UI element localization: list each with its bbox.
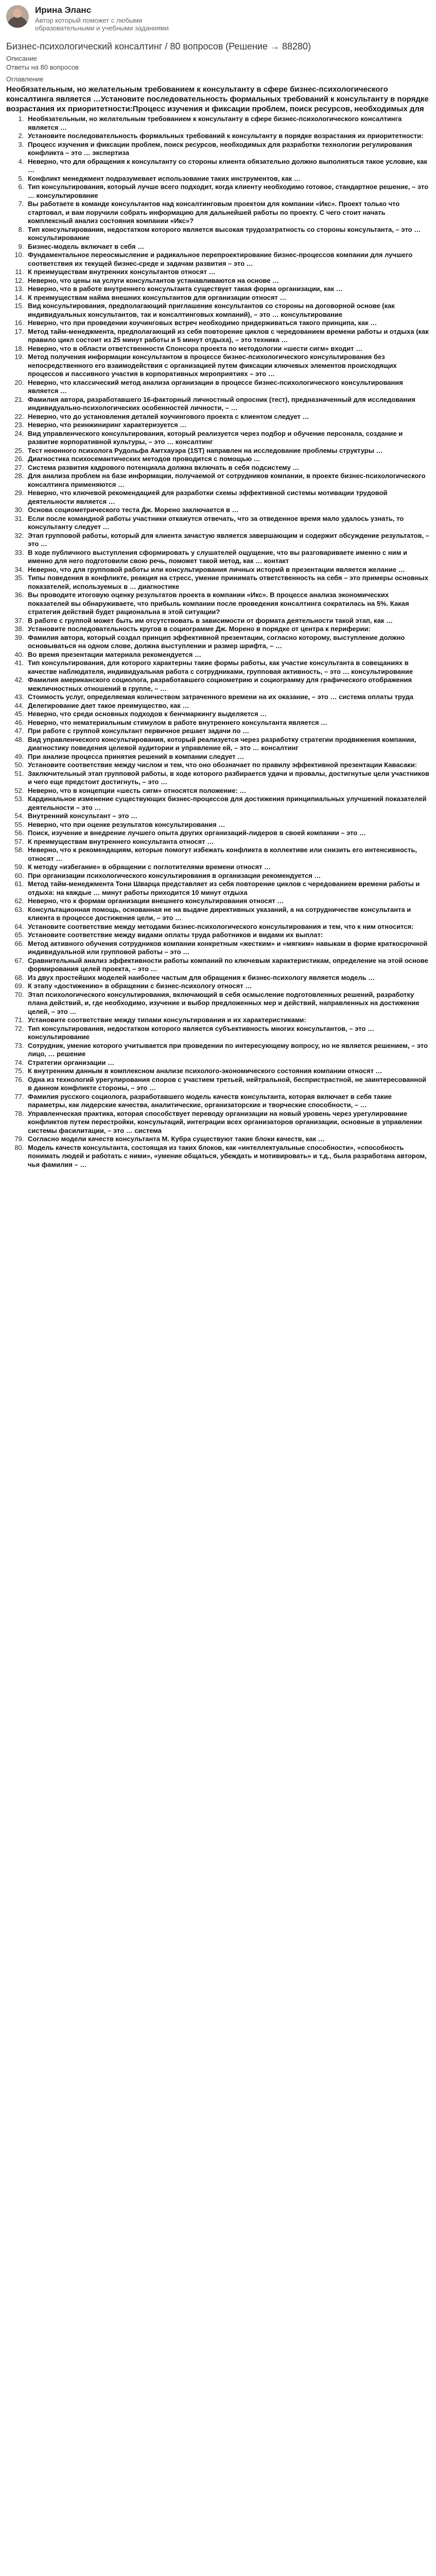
toc-item: 51. Заключительный этап групповой работы, в ходе которого разбирается удачи и провалы, достигнутые цели участников и чего еще предстоит достигнуть, – это … (26, 770, 431, 787)
toc-item: 35. Типы поведения в конфликте, реакция на стресс, умение принимать ответственность на себя – это примеры основных показателей, используемых в … диагностике (26, 574, 431, 591)
toc-item: 67. Сравнительный анализ эффективности работы компаний по ключевым характеристикам, определение на этой основе формирования целей проекта, – это … (26, 957, 431, 974)
toc-item: 14. К преимуществам найма внешних консультантов для организации относят … (26, 294, 431, 302)
toc-item: 53. Кардинальное изменение существующих бизнес-процессов для достижения принципиальных улучшений показателей деятельности – это … (26, 795, 431, 812)
toc-item: 79. Согласно модели качеств консультанта М. Кубра существуют такие блоки качеств, как … (26, 1135, 431, 1144)
toc-item: 43. Стоимость услуг, определяемая количеством затраченного времени на их оказание, – это … система оплаты труда (26, 693, 431, 702)
toc-item: 70. Этап психологического консультирования, включающий в себя осмысление подготовленных решений, разработку плана действий, и, где необходимо, изучение и выбор предложенных мер и действий, направленных на достижение целей, – это … (26, 991, 431, 1016)
toc-item: 7. Вы работаете в команде консультантов над консалтинговым проектом для компании «Икс». Проект только что стартовал, и вам поручили собрать информацию для дальнейшей работы по проекту. С чего стоит начать комплексный анализ состояния компании «Икс»? (26, 200, 431, 226)
toc-item: 30. Основа социометрического теста Дж. Морено заключается в … (26, 506, 431, 515)
author-description: Автор который поможет с любыми образовательными и учебными заданиями (35, 16, 169, 32)
toc-item: 41. Тип консультирования, для которого характерны такие формы работы, как участие консультанта в совещаниях в качестве наблюдателя, индивидуальная работа с сотрудниками, групповая активность, – это … консультирование (26, 659, 431, 676)
toc-item: 75. К внутренним данным в комплексном анализе психолого-экономического состояния компании относят … (26, 1067, 431, 1076)
toc-item: 12. Неверно, что цены на услуги консультантов устанавливаются на основе … (26, 277, 431, 285)
toc-item: 21. Фамилия автора, разработавшего 16-факторный личностный опросник (тест), предназначенный для исследования индивидуально-психологических особенностей личности, – … (26, 396, 431, 413)
toc-item: 5. Конфликт менеджмент подразумевает использование таких инструментов, как … (26, 175, 431, 183)
toc-item: 61. Метод тайм-менеджмента Тони Шварца представляет из себя повторение циклов с чередованием времени работы и отдыха: на каждые … минут работы приходится 10 минут отдыха (26, 880, 431, 897)
toc-item: 49. При анализе процесса принятия решений в компании следует … (26, 753, 431, 761)
toc-item: 59. К методу «избегание» в обращении с поглотителями времени относят … (26, 863, 431, 872)
toc-item: 44. Делегирование дает такое преимущество, как … (26, 702, 431, 710)
toc-item: 46. Неверно, что нематериальным стимулом в работе внутреннего консультанта является … (26, 719, 431, 727)
toc-item: 13. Неверно, что в работе внутреннего консультанта существует такая форма организации, как … (26, 285, 431, 294)
toc-item: 54. Внутренний консультант – это … (26, 812, 431, 821)
author-avatar[interactable] (6, 5, 29, 28)
toc-item: 36. Вы проводите итоговую оценку результатов проекта в компании «Икс». В процессе анализа экономических показателей вы обнаруживаете, что прибыль компании после проведения консалтинга сократилась на 5%. Какая стратегия действий будет рациональна в этой ситуации? (26, 591, 431, 617)
toc-item: 77. Фамилия русского социолога, разработавшего модель качеств консультанта, которая включает в себя такие параметры, как лидерские качества, аналитические, организаторские и творческие способности, – … (26, 1093, 431, 1110)
toc-item: 1. Необязательным, но желательным требованием к консультанту в сфере бизнес-психологического консалтинга является … (26, 115, 431, 132)
toc-item: 28. Для анализа проблем на базе информации, получаемой от сотрудников компании, в проекте бизнес-психологического консалтинга применяются … (26, 472, 431, 489)
author-name[interactable]: Ирина Эланс (35, 5, 92, 15)
toc-item: 63. Консультационная помощь, основанная не на выдаче директивных указаний, а на сотрудничестве консультанта и клиента в процессе достижения цели, – это … (26, 906, 431, 923)
toc-item: 80. Модель качеств консультанта, состоящая из таких блоков, как «интеллектуальные способности», «способность понимать людей и работать с ними», «умение общаться, убеждать и мотивировать» и т.д., была разработана автором, чья фамилия – … (26, 1144, 431, 1170)
toc-item: 74. Стратегии организации … (26, 1059, 431, 1067)
toc-item: 22. Неверно, что до установления деталей коучингового проекта с клиентом следует … (26, 413, 431, 421)
toc-item: 42. Фамилия американского социолога, разработавшего социометрию и социограмму для графического отображения межличностных отношений в группе, – … (26, 676, 431, 693)
toc-item: 10. Фундаментальное переосмысление и радикальное перепроектирование бизнес-процессов компании для лучшего соответствия их текущей бизнес-среде и задачам развития – это … (26, 251, 431, 268)
toc-item: 16. Неверно, что при проведении коучинговых встреч необходимо придерживаться такого принципа, как … (26, 319, 431, 328)
author-header (6, 0, 431, 35)
toc-item: 56. Поиск, изучение и внедрение лучшего опыта других организаций-лидеров в своей компании – это … (26, 829, 431, 838)
page (0, 0, 436, 1175)
toc-item: 34. Неверно, что для групповой работы или консультирования личных историй в презентации является желание … (26, 566, 431, 574)
toc-item: 11. К преимуществам внутренних консультантов относят … (26, 268, 431, 277)
toc-item: 45. Неверно, что среди основных подходов к бенчмаркингу выделяется … (26, 710, 431, 719)
toc-item: 65. Установите соответствие между видами оплаты труда работников и видами их выплат: (26, 931, 431, 940)
toc-item: 18. Неверно, что в области ответственности Спонсора проекта по методологии «шести сигм» входит … (26, 345, 431, 353)
toc-item: 32. Этап групповой работы, который для клиента зачастую является завершающим и содержит обсуждение результатов, – это … (26, 532, 431, 549)
toc-item: 40. Во время презентации материала рекомендуется … (26, 651, 431, 659)
toc-item: 33. В ходе публичного выступления сформировать у слушателей ощущение, что вы разговариваете именно с ним и именно для него подготовили свою речь, поможет такой метод, как … контакт (26, 549, 431, 566)
toc-list (6, 115, 431, 1169)
toc-item: 47. При работе с группой консультант первичное решает задачи по … (26, 727, 431, 736)
toc-item: 6. Тип консультирования, который лучше всего подходит, когда клиенту необходимо готовое, стандартное решение, – это … консультирование (26, 183, 431, 200)
toc-item: 31. Если после командной работы участники откажутся отвечать, что за отведенное время мало удалось узнать, то консультанту следует … (26, 515, 431, 532)
toc-item: 38. Установите последовательность кругов в социограмме Дж. Морено в порядке от центра к периферии: (26, 625, 431, 634)
toc-item: 20. Неверно, что классический метод анализа организации в процессе бизнес-психологического консультирования является … (26, 379, 431, 396)
toc-item: 29. Неверно, что ключевой рекомендацией для разработки схемы эффективной системы мотивации трудовой деятельности является … (26, 489, 431, 506)
toc-item: 52. Неверно, что в концепции «шесть сигм» относятся положение: … (26, 787, 431, 795)
toc-item: 19. Метод получения информации консультантом в процессе бизнес-психологического консультирования без непосредственного его взаимодействия с организацией путем фиксации ключевых элементов происходящих процессов и пассивного участия в корпоративных мероприятиях – это … (26, 353, 431, 379)
toc-item: 58. Неверно, что к рекомендациям, которые помогут избежать конфликта в коллективе или снизить его интенсивность, относят … (26, 846, 431, 863)
toc-item: 27. Система развития кадрового потенциала должна включать в себя подсистему … (26, 464, 431, 472)
toc-item: 3. Процесс изучения и фиксации проблем, поиск ресурсов, необходимых для разработки технологии регулирования конфликта – это … экспертиза (26, 141, 431, 158)
toc-item: 66. Метод активного обучения сотрудников компании конкретным «жестким» и «мягким» навыкам в форме краткосрочной индивидуальной или групповой работы – это … (26, 940, 431, 957)
toc-item: 9. Бизнес-модель включает в себя … (26, 243, 431, 251)
toc-item: 2. Установите последовательность формальных требований к консультанту в порядке возрастания их приоритетности: (26, 132, 431, 141)
document-heading: Необязательным, но желательным требованием к консультанту в сфере бизнес-психологического консалтинга является …Установите последовательность формальных требований к консультанту в порядке возрастания их приоритетности:Процесс изучения и фиксации проблем, поиск ресурсов, необходимых для (6, 85, 429, 113)
toc-item: 24. Вид управленческого консультирования, который реализуется через подбор и обучение персонала, создание и развитие корпоративной культуры, – это … консалтинг (26, 430, 431, 447)
toc-item: 69. К этапу «достижению» в обращении с бизнес-психологу относят … (26, 982, 431, 991)
toc-item: 4. Неверно, что для обращения к консультанту со стороны клиента обязательно должно выполняться такое условие, как … (26, 158, 431, 175)
toc-item: 78. Управленческая практика, которая способствует переводу организации на новый уровень через урегулирование конфликтов путем перестройки, консультаций, интеграции всех организаторов организации, основные в управлении системы фасилитации, – это … система (26, 1110, 431, 1136)
toc-item: 17. Метод тайм-менеджмента, предполагающий из себя повторение циклов с чередованием времени работы и отдыха (как правило цикл состоит из 25 минут работы и 5 минут отдыха), – это техника … (26, 328, 431, 345)
toc-item: 72. Тип консультирования, недостатком которого является субъективность многих консультантов, – это … консультирование (26, 1025, 431, 1042)
toc-label: Оглавление (6, 75, 44, 83)
toc-item: 62. Неверно, что к формам организации внешнего консультирования относят … (26, 897, 431, 906)
toc-item: 23. Неверно, что реинжиниринг характеризуется … (26, 421, 431, 430)
toc-item: 64. Установите соответствие между методами бизнес-психологического консультирования и тем, что к ним относится: (26, 923, 431, 931)
toc-item: 48. Вид управленческого консультирования, который реализуется через разработку стратегии продвижения компании, диагностику поведения целевой аудитории и управление ей, – это … консалтинг (26, 736, 431, 753)
toc-item: 76. Одна из технологий урегулирования споров с участием третьей, нейтральной, беспристрастной, не заинтересованной в данном конфликте стороны, – это … (26, 1076, 431, 1093)
toc-item: 60. При организации психологического консультирования в организации рекомендуется … (26, 872, 431, 880)
toc-item: 73. Сотрудник, умение которого учитывается при проведении по интересующему вопросу, но не является решением, – это лицо, … решение (26, 1042, 431, 1059)
answers-label: Ответы на 80 вопросов (6, 63, 79, 71)
toc-item: 25. Тест неюнного психолога Рудольфа Амтхауэра (1ST) направлен на исследование проблемы структуры … (26, 447, 431, 455)
document-title: Бизнес-психологический консалтинг / 80 вопросов (Решение → 88280) (6, 41, 311, 52)
toc-item: 71. Установите соответствие между типами консультирования и их характеристиками: (26, 1016, 431, 1025)
toc-item: 8. Тип консультирования, недостатком которого является высокая трудозатратность со стороны консультанта, – это … консультирование (26, 226, 431, 243)
toc-item: 68. Из двух простейших моделей наиболее частым для обращения к бизнес-психологу является модель … (26, 974, 431, 982)
toc-item: 39. Фамилия автора, который создал принцип эффективной презентации, согласно которому, выступление должно основываться на одном слове, должна выступлении и размер шрифта, – … (26, 634, 431, 651)
toc-item: 37. В работе с группой может быть им отсутствовать в зависимости от формата деятельности такой этап, как … (26, 617, 431, 625)
author-block (35, 4, 189, 32)
toc-item: 15. Вид консультирования, предполагающий приглашение консультантов со стороны на договорной основе (как индивидуальных консультантов, так и консалтинговых компаний), – это … консультирование (26, 302, 431, 319)
description-label: Описание (6, 55, 37, 62)
toc-item: 55. Неверно, что при оценке результатов консультирования … (26, 821, 431, 829)
toc-item: 26. Диагностика психосемантических методов проводится с помощью … (26, 455, 431, 464)
toc-item: 50. Установите соответствие между числом и тем, что оно обозначает по правилу эффективной презентации Кавасаки: (26, 761, 431, 770)
toc-item: 57. К преимуществам внутреннего консультанта относят … (26, 838, 431, 846)
